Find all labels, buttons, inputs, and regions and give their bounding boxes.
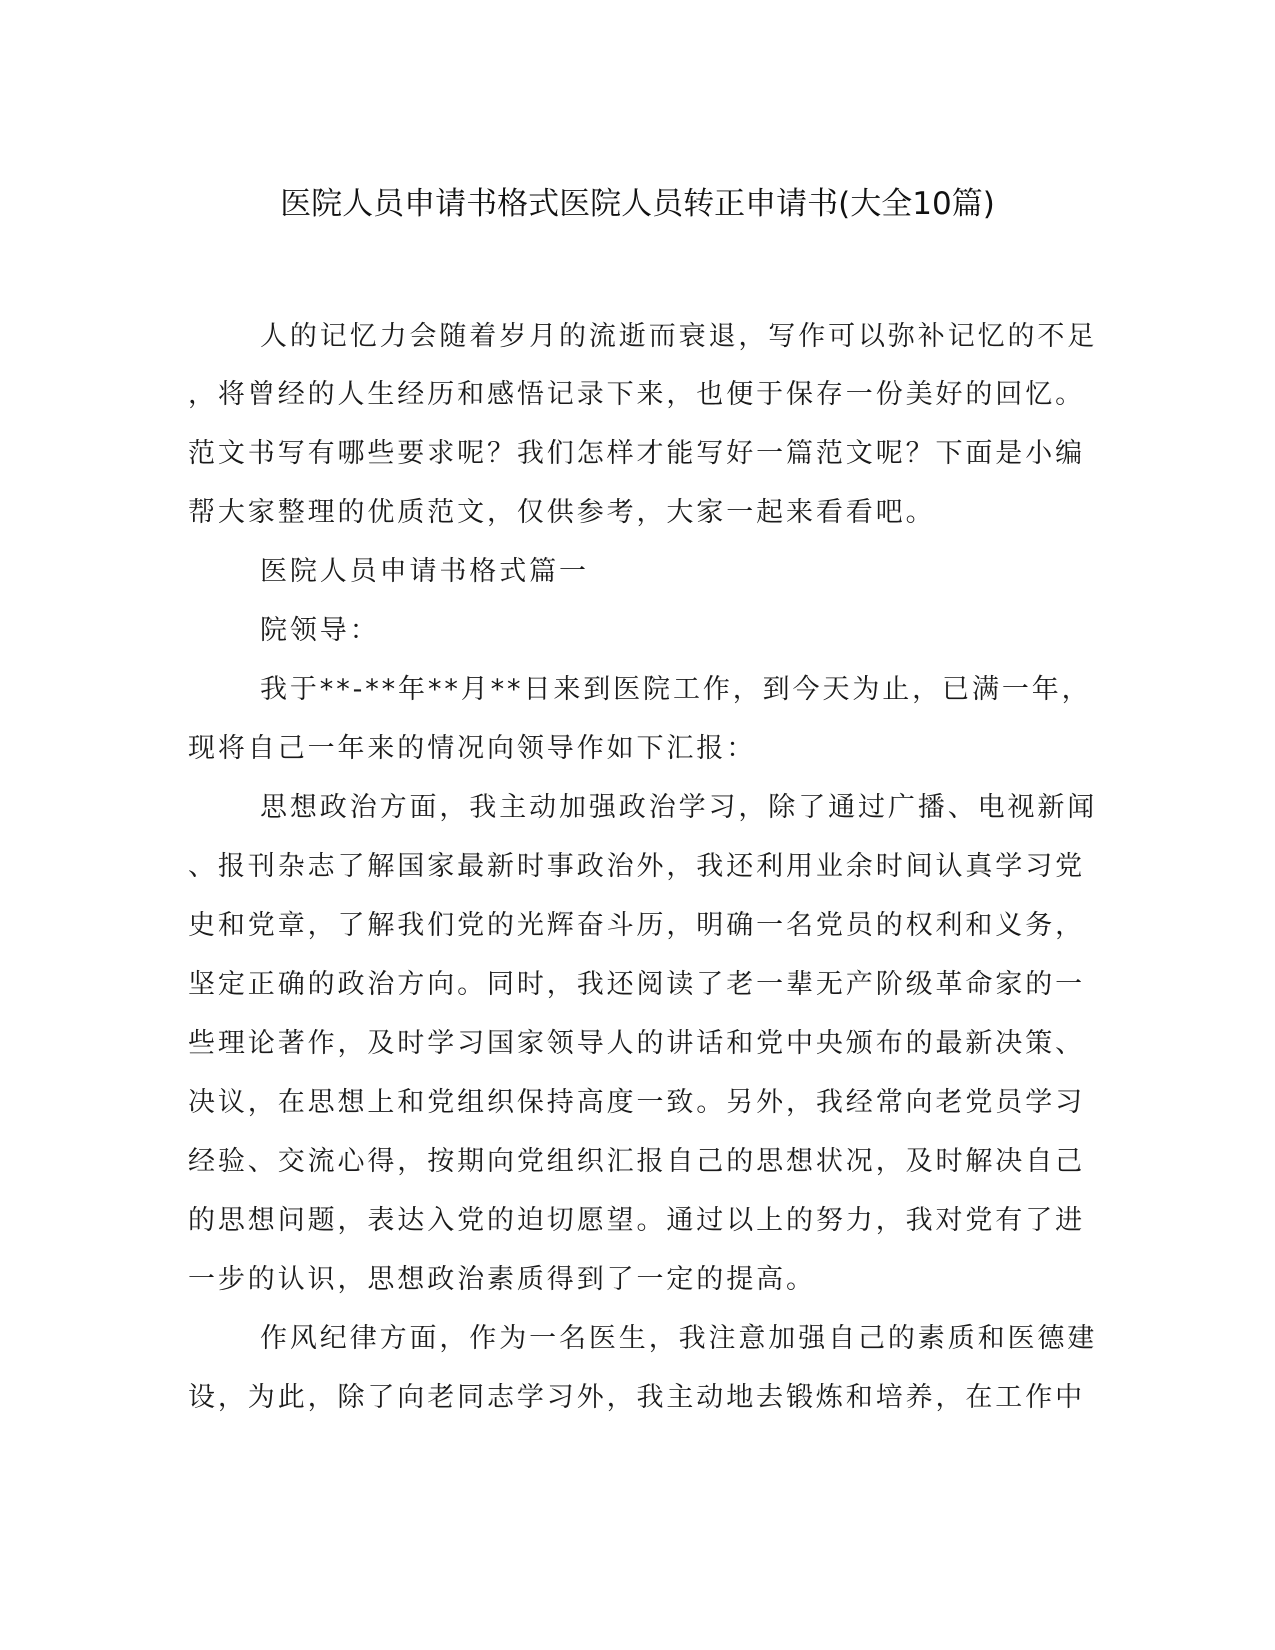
paragraph-line: 范文书写有哪些要求呢？我们怎样才能写好一篇范文呢？下面是小编 xyxy=(188,438,1085,469)
paragraph-line: 坚定正确的政治方向。同时，我还阅读了老一辈无产阶级革命家的一 xyxy=(188,969,1085,1000)
paragraph-line: 决议，在思想上和党组织保持高度一致。另外，我经常向老党员学习 xyxy=(188,1087,1085,1118)
document-title: 医院人员申请书格式医院人员转正申请书(大全10篇) xyxy=(280,186,995,222)
paragraph-line: 现将自己一年来的情况向领导作如下汇报： xyxy=(188,733,757,764)
section-heading: 医院人员申请书格式篇一 xyxy=(260,556,589,587)
paragraph-line: 的思想问题，表达入党的迫切愿望。通过以上的努力，我对党有了进 xyxy=(188,1205,1085,1236)
paragraph-line: ，将曾经的人生经历和感悟记录下来，也便于保存一份美好的回忆。 xyxy=(188,379,1085,410)
paragraph-line: 些理论著作，及时学习国家领导人的讲话和党中央颁布的最新决策、 xyxy=(188,1028,1085,1059)
paragraph-line: 思想政治方面，我主动加强政治学习，除了通过广播、电视新闻 xyxy=(260,792,1098,823)
salutation: 院领导： xyxy=(260,615,380,646)
paragraph-line: 设，为此，除了向老同志学习外，我主动地去锻炼和培养，在工作中 xyxy=(188,1382,1085,1413)
paragraph-line: 作风纪律方面，作为一名医生，我注意加强自己的素质和医德建 xyxy=(260,1323,1098,1354)
paragraph-line: 史和党章，了解我们党的光辉奋斗历，明确一名党员的权利和义务， xyxy=(188,910,1085,941)
paragraph-line: 一步的认识，思想政治素质得到了一定的提高。 xyxy=(188,1264,816,1295)
paragraph-line: 经验、交流心得，按期向党组织汇报自己的思想状况，及时解决自己 xyxy=(188,1146,1085,1177)
paragraph-line: 、报刊杂志了解国家最新时事政治外，我还利用业余时间认真学习党 xyxy=(188,851,1085,882)
paragraph-line: 人的记忆力会随着岁月的流逝而衰退，写作可以弥补记忆的不足 xyxy=(260,321,1098,352)
paragraph-line: 帮大家整理的优质范文，仅供参考，大家一起来看看吧。 xyxy=(188,497,936,528)
paragraph-line: 我于**-**年**月**日来到医院工作，到今天为止，已满一年， xyxy=(260,674,1092,705)
